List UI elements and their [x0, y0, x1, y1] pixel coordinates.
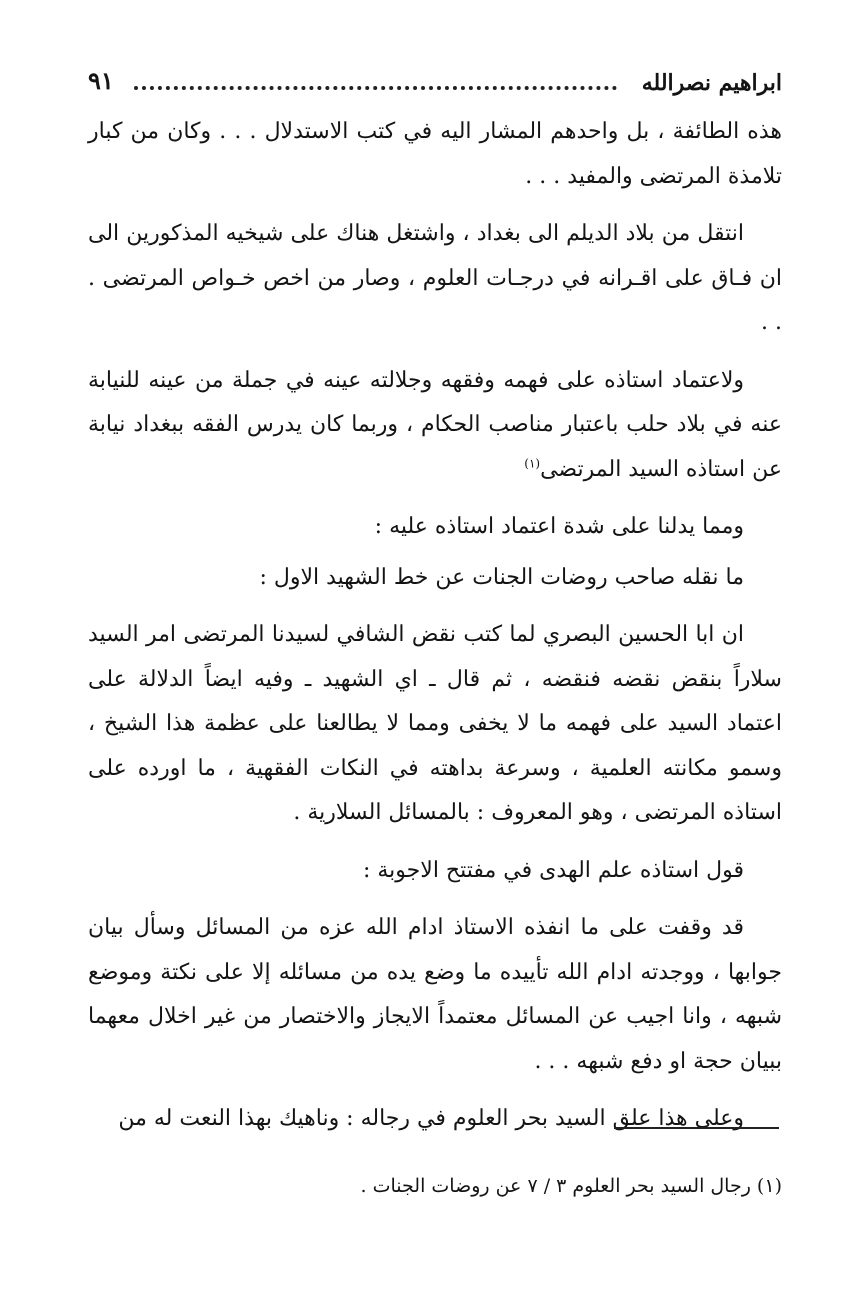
paragraph: قد وقفت على ما انفذه الاستاذ ادام الله عزه من المسائل وسأل بيان جوابها ، ووجدته ادام الله تأييده ما وضع يده من مسائله إلا على نكتة وموضع شبهه ، وانا اجيب عن المسائل معتمداً الايجاز والاختصار من غير اخلال معهما ببيان حجة او دفع شبهه . . . — [88, 915, 782, 1074]
running-header — [88, 66, 782, 102]
page-number: ٩١ — [88, 66, 114, 95]
body-text — [88, 110, 782, 1155]
footnote: (١) رجال السيد بحر العلوم ٣ / ٧ عن روضات الجنات . — [360, 1175, 782, 1197]
paragraph: هذه الطائفة ، بل واحدهم المشار اليه في كتب الاستدلال . . . وكان من كبار تلامذة المرتضى والمفيد . . . — [88, 119, 782, 189]
paragraph: ما نقله صاحب روضات الجنات عن خط الشهيد الاول : — [259, 564, 744, 590]
footnote-separator — [614, 1127, 779, 1129]
paragraph-text: ولاعتماد استاذه على فهمه وفقهه وجلالته عينه في جملة من عينه للنيابة عنه في بلاد حلب باعتبار مناصب الحكام ، وربما كان يدرس الفقه ببغداد نيابة عن استاذه السيد المرتضى — [88, 367, 782, 482]
leader-dots — [134, 74, 617, 90]
paragraph: انتقل من بلاد الديلم الى بغداد ، واشتغل هناك على شيخيه المذكورين الى ان فـاق على اقـرانه في درجـات العلوم ، وصار من اخص خـواص المرتضى . . . — [88, 221, 782, 335]
paragraph: ومما يدلنا على شدة اعتماد استاذه عليه : — [374, 514, 744, 539]
footnote-reference: (١) — [524, 456, 541, 471]
paragraph — [88, 359, 782, 493]
running-head-author: ابراهيم نصرالله — [641, 70, 782, 96]
paragraph: قول استاذه علم الهدى في مفتتح الاجوبة : — [362, 857, 744, 883]
paragraph: ان ابا الحسين البصري لما كتب نقض الشافي لسيدنا المرتضى امر السيد سلاراً بنقض نقضه فنقضه ، ثم قال ـ اي الشهيد ـ وفيه ايضاً الدلالة على اعتماد السيد على فهمه ما لا يخفى ومما لا يطالعنا على عظمة هذا الشيخ ، وسمو مكانته العلمية ، وسرعة بداهته في النكات الفقهية ، ما اورده على استاذه المرتضى ، وهو المعروف : بالمسائل السلارية . — [88, 622, 782, 825]
paragraph: وعلى هذا علق السيد بحر العلوم في رجاله : وناهيك بهذا النعت له من — [118, 1106, 744, 1131]
